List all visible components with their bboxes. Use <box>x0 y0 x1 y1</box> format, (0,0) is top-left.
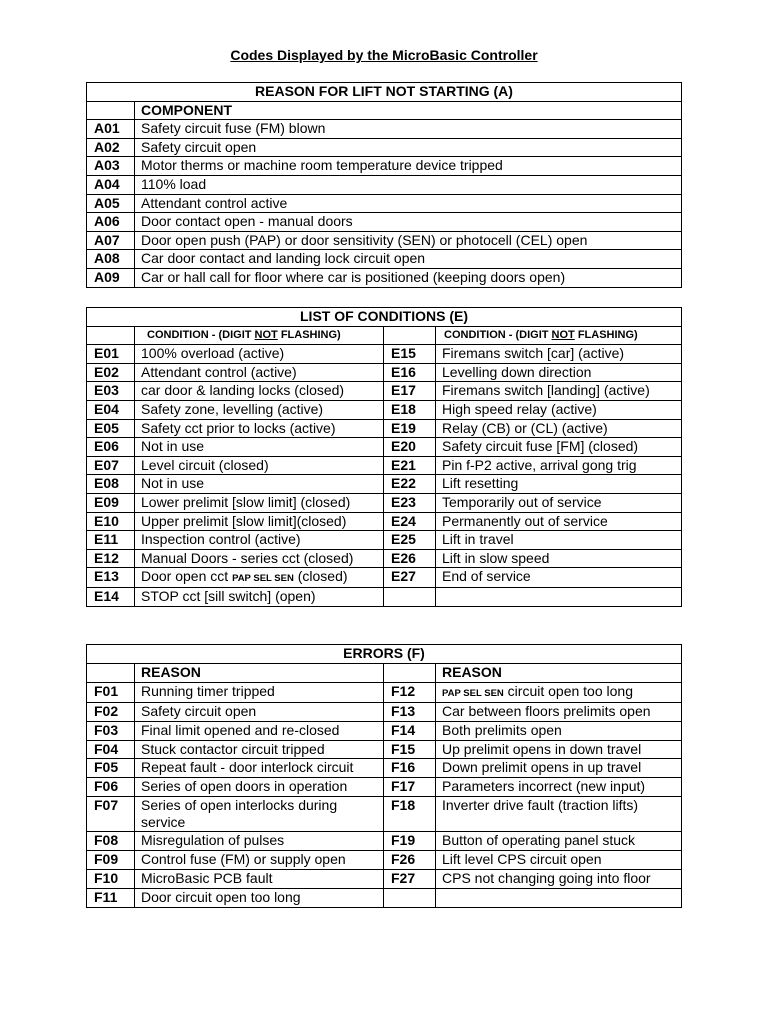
code-cell: E10 <box>87 512 135 531</box>
code-cell: A01 <box>87 120 135 139</box>
blank-cell <box>384 326 436 345</box>
code-cell: E20 <box>384 438 436 457</box>
code-cell: E01 <box>87 345 135 364</box>
description-cell: Safety circuit fuse (FM) blown <box>135 120 682 139</box>
table-row <box>87 456 682 475</box>
description-cell: Lower prelimit [slow limit] (closed) <box>135 493 384 512</box>
description-cell: Motor therms or machine room temperature device tripped <box>135 157 682 176</box>
section-a-heading-row <box>87 83 682 102</box>
table-row <box>87 382 682 401</box>
code-cell: E22 <box>384 475 436 494</box>
code-cell: F27 <box>384 870 436 889</box>
description-cell: Repeat fault - door interlock circuit <box>135 759 384 778</box>
table-row <box>87 888 682 907</box>
code-cell: F19 <box>384 832 436 851</box>
description-cell: Down prelimit opens in up travel <box>436 759 682 778</box>
table-row <box>87 231 682 250</box>
code-cell: E21 <box>384 456 436 475</box>
description-cell: Lift resetting <box>436 475 682 494</box>
description-cell: Inspection control (active) <box>135 531 384 550</box>
code-cell: E16 <box>384 363 436 382</box>
description-cell: Safety cct prior to locks (active) <box>135 419 384 438</box>
description-cell: 110% load <box>135 175 682 194</box>
table-row <box>87 588 682 607</box>
description-cell: Car door contact and landing lock circuit open <box>135 250 682 269</box>
description-cell: Series of open interlocks during service <box>135 797 384 832</box>
description-cell: High speed relay (active) <box>436 400 682 419</box>
code-cell: F13 <box>384 702 436 721</box>
description-cell: Attendant control active <box>135 194 682 213</box>
column-header-component: COMPONENT <box>135 101 682 120</box>
table-list-of-conditions <box>86 307 682 607</box>
code-cell: E24 <box>384 512 436 531</box>
code-cell: F11 <box>87 888 135 907</box>
code-cell: E18 <box>384 400 436 419</box>
table-row <box>87 250 682 269</box>
description-cell: End of service <box>436 568 682 588</box>
code-cell: F08 <box>87 832 135 851</box>
description-cell: Lift level CPS circuit open <box>436 851 682 870</box>
description-cell: Not in use <box>135 438 384 457</box>
description-cell: Pin f-P2 active, arrival gong trig <box>436 456 682 475</box>
table-row <box>87 740 682 759</box>
description-cell: Car or hall call for floor where car is positioned (keeping doors open) <box>135 268 682 287</box>
code-cell: F14 <box>384 721 436 740</box>
description-cell <box>436 888 682 907</box>
section-e-heading-row <box>87 308 682 327</box>
table-row <box>87 851 682 870</box>
description-cell: Both prelimits open <box>436 721 682 740</box>
description-cell: Door open cct PAP SEL SEN (closed) <box>135 568 384 588</box>
description-cell: Running timer tripped <box>135 682 384 702</box>
table-row <box>87 870 682 889</box>
code-cell: E14 <box>87 588 135 607</box>
code-cell: F10 <box>87 870 135 889</box>
description-cell: STOP cct [sill switch] (open) <box>135 588 384 607</box>
description-cell: Inverter drive fault (traction lifts) <box>436 797 682 832</box>
code-cell: A06 <box>87 213 135 232</box>
table-row <box>87 363 682 382</box>
code-cell: A07 <box>87 231 135 250</box>
code-cell: E07 <box>87 456 135 475</box>
description-cell: Lift in slow speed <box>436 549 682 568</box>
table-reason-not-starting <box>86 82 682 288</box>
code-cell: F02 <box>87 702 135 721</box>
description-cell: Level circuit (closed) <box>135 456 384 475</box>
description-cell: Safety circuit open <box>135 702 384 721</box>
blank-cell <box>87 101 135 120</box>
description-cell: Levelling down direction <box>436 363 682 382</box>
blank-cell <box>384 663 436 682</box>
column-header-reason-left: REASON <box>135 663 384 682</box>
description-cell: car door & landing locks (closed) <box>135 382 384 401</box>
code-cell: E19 <box>384 419 436 438</box>
table-row <box>87 721 682 740</box>
code-cell: E11 <box>87 531 135 550</box>
code-cell: A09 <box>87 268 135 287</box>
section-f-column-header-row <box>87 663 682 682</box>
page-title: Codes Displayed by the MicroBasic Controller <box>230 47 538 63</box>
description-cell: Parameters incorrect (new input) <box>436 778 682 797</box>
column-header-condition-right: CONDITION - (DIGIT NOT FLASHING) <box>436 326 682 345</box>
code-cell: E12 <box>87 549 135 568</box>
description-cell: Lift in travel <box>436 531 682 550</box>
section-f-heading: ERRORS (F) <box>87 645 682 664</box>
code-cell: F18 <box>384 797 436 832</box>
description-cell: Manual Doors - series cct (closed) <box>135 549 384 568</box>
code-cell <box>384 888 436 907</box>
table-row <box>87 702 682 721</box>
code-cell: E09 <box>87 493 135 512</box>
code-cell: F07 <box>87 797 135 832</box>
description-cell: Stuck contactor circuit tripped <box>135 740 384 759</box>
code-cell: E05 <box>87 419 135 438</box>
table-row <box>87 797 682 832</box>
description-cell: Firemans switch [landing] (active) <box>436 382 682 401</box>
section-f-heading-row <box>87 645 682 664</box>
table-row <box>87 175 682 194</box>
code-cell: F06 <box>87 778 135 797</box>
description-cell <box>436 588 682 607</box>
table-row <box>87 120 682 139</box>
code-cell: A04 <box>87 175 135 194</box>
section-a-heading: REASON FOR LIFT NOT STARTING (A) <box>87 83 682 102</box>
code-cell: E26 <box>384 549 436 568</box>
code-cell: A05 <box>87 194 135 213</box>
description-cell: Series of open doors in operation <box>135 778 384 797</box>
table-row <box>87 682 682 702</box>
description-cell: Safety zone, levelling (active) <box>135 400 384 419</box>
table-row <box>87 345 682 364</box>
description-cell: Control fuse (FM) or supply open <box>135 851 384 870</box>
code-cell: F16 <box>384 759 436 778</box>
description-cell: Temporarily out of service <box>436 493 682 512</box>
description-cell: PAP SEL SEN circuit open too long <box>436 682 682 702</box>
table-row <box>87 759 682 778</box>
description-cell: Door open push (PAP) or door sensitivity (SEN) or photocell (CEL) open <box>135 231 682 250</box>
column-header-reason-right: REASON <box>436 663 682 682</box>
code-cell: E15 <box>384 345 436 364</box>
code-cell: E03 <box>87 382 135 401</box>
description-cell: Permanently out of service <box>436 512 682 531</box>
description-cell: Car between floors prelimits open <box>436 702 682 721</box>
description-cell: Attendant control (active) <box>135 363 384 382</box>
table-row <box>87 268 682 287</box>
code-cell: F15 <box>384 740 436 759</box>
table-row <box>87 138 682 157</box>
table-row <box>87 400 682 419</box>
description-cell: Upper prelimit [slow limit](closed) <box>135 512 384 531</box>
code-cell: E04 <box>87 400 135 419</box>
code-cell <box>384 588 436 607</box>
table-row <box>87 493 682 512</box>
section-e-column-header-row <box>87 326 682 345</box>
table-row <box>87 549 682 568</box>
table-row <box>87 157 682 176</box>
code-cell: E02 <box>87 363 135 382</box>
table-row <box>87 832 682 851</box>
code-cell: F09 <box>87 851 135 870</box>
code-cell: A03 <box>87 157 135 176</box>
code-cell: F05 <box>87 759 135 778</box>
table-row <box>87 438 682 457</box>
code-cell: F03 <box>87 721 135 740</box>
code-cell: A08 <box>87 250 135 269</box>
description-cell: 100% overload (active) <box>135 345 384 364</box>
column-header-condition-left: CONDITION - (DIGIT NOT FLASHING) <box>135 326 384 345</box>
table-errors <box>86 644 682 908</box>
code-cell: F26 <box>384 851 436 870</box>
section-a-column-header-row <box>87 101 682 120</box>
description-cell: CPS not changing going into floor <box>436 870 682 889</box>
description-cell: Misregulation of pulses <box>135 832 384 851</box>
description-cell: Safety circuit open <box>135 138 682 157</box>
code-cell: A02 <box>87 138 135 157</box>
code-cell: E25 <box>384 531 436 550</box>
table-row <box>87 194 682 213</box>
description-cell: MicroBasic PCB fault <box>135 870 384 889</box>
code-cell: F01 <box>87 682 135 702</box>
description-cell: Up prelimit opens in down travel <box>436 740 682 759</box>
table-row <box>87 512 682 531</box>
description-cell: Button of operating panel stuck <box>436 832 682 851</box>
code-cell: E13 <box>87 568 135 588</box>
table-row <box>87 213 682 232</box>
description-cell: Final limit opened and re-closed <box>135 721 384 740</box>
blank-cell <box>87 326 135 345</box>
table-row <box>87 475 682 494</box>
code-cell: E17 <box>384 382 436 401</box>
table-row <box>87 568 682 588</box>
description-cell: Safety circuit fuse [FM] (closed) <box>436 438 682 457</box>
code-cell: F04 <box>87 740 135 759</box>
section-e-heading: LIST OF CONDITIONS (E) <box>87 308 682 327</box>
code-cell: E08 <box>87 475 135 494</box>
description-cell: Door contact open - manual doors <box>135 213 682 232</box>
description-cell: Door circuit open too long <box>135 888 384 907</box>
code-cell: E27 <box>384 568 436 588</box>
code-cell: E23 <box>384 493 436 512</box>
code-cell: F17 <box>384 778 436 797</box>
description-cell: Relay (CB) or (CL) (active) <box>436 419 682 438</box>
blank-cell <box>87 663 135 682</box>
table-row <box>87 531 682 550</box>
code-cell: E06 <box>87 438 135 457</box>
description-cell: Not in use <box>135 475 384 494</box>
description-cell: Firemans switch [car] (active) <box>436 345 682 364</box>
code-cell: F12 <box>384 682 436 702</box>
table-row <box>87 778 682 797</box>
table-row <box>87 419 682 438</box>
